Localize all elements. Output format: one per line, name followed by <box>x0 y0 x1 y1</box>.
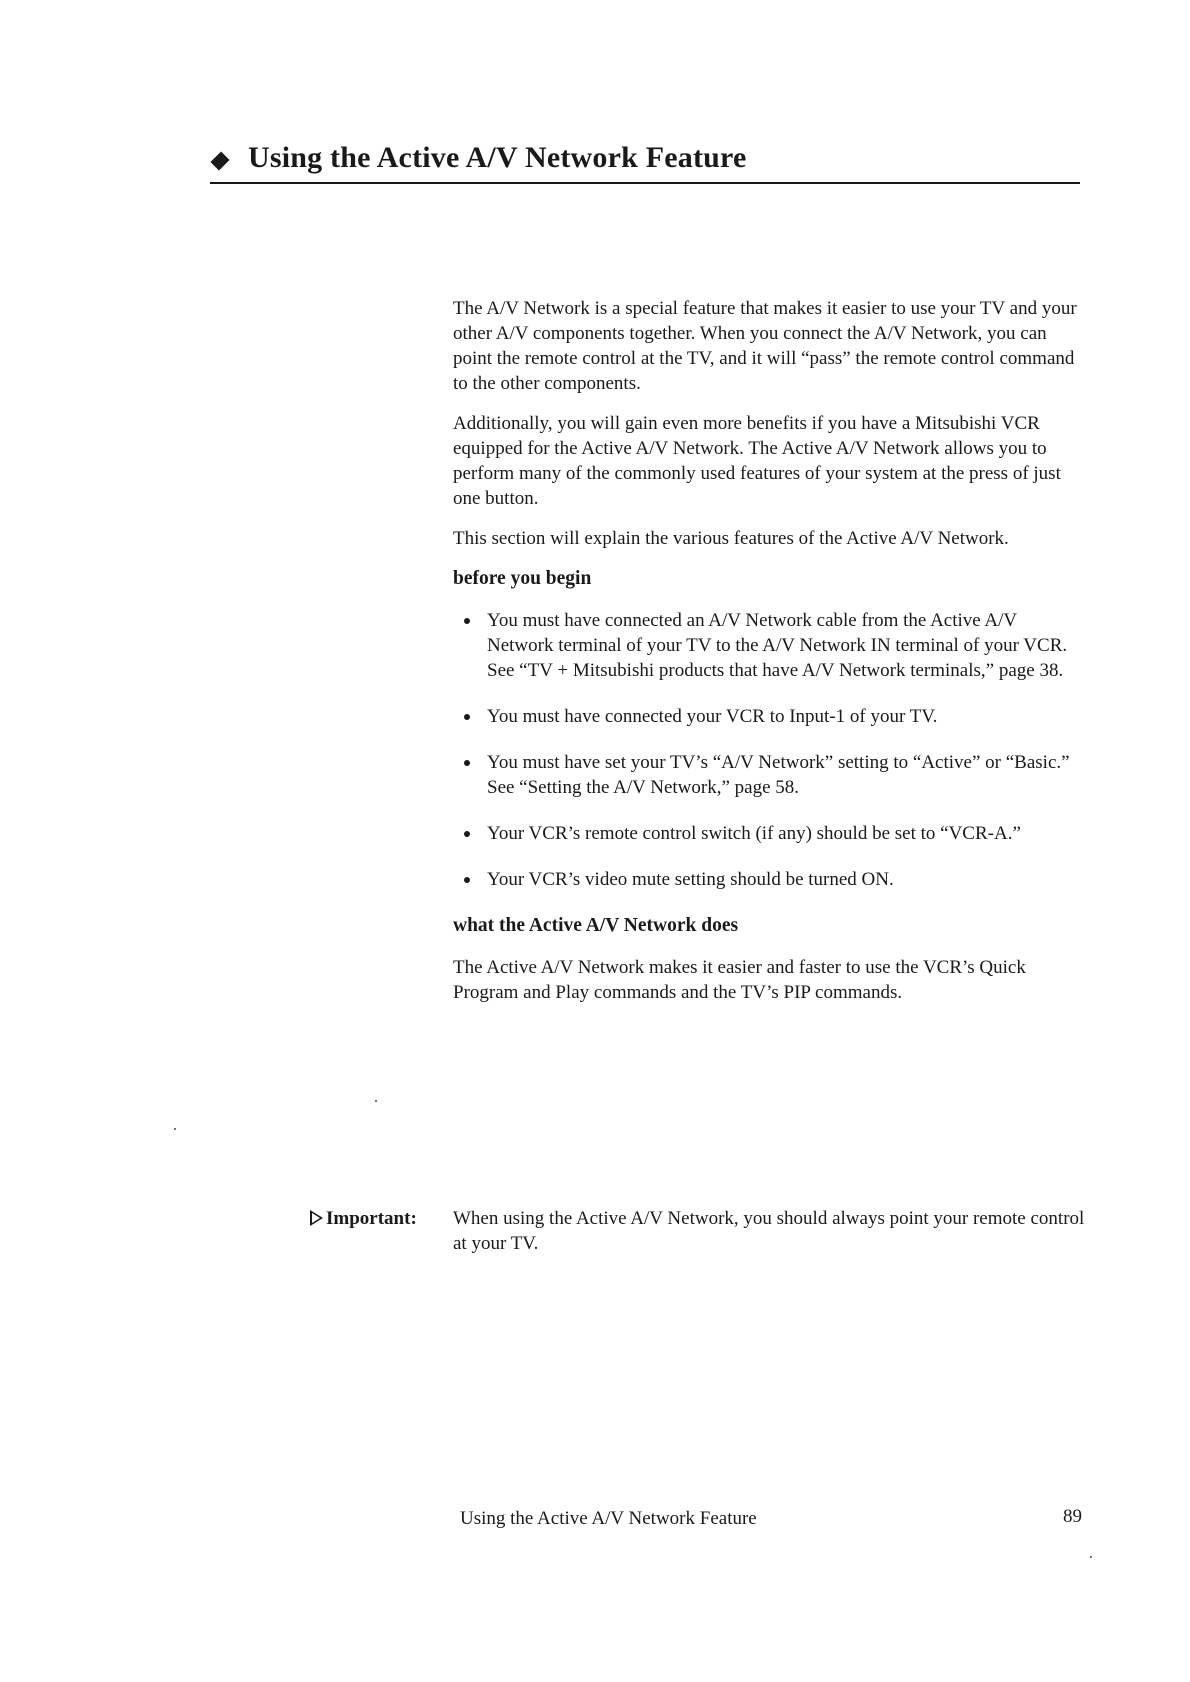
intro-paragraph-2: Additionally, you will gain even more benefits if you have a Mitsubishi VCR equipped for the Active A/V Network. The Active A/V Network allows you to perform many of the commonly used features of your system at the press of just one button. <box>453 413 1061 509</box>
list-item: You must have connected your VCR to Input-1 of your TV. <box>453 704 1088 729</box>
intro-paragraph-3: This section will explain the various features of the Active A/V Network. <box>453 528 1009 549</box>
page-title: Using the Active A/V Network Feature <box>248 141 747 174</box>
list-item: Your VCR’s remote control switch (if any) should be set to “VCR-A.” <box>453 821 1088 846</box>
scan-speck <box>174 1128 176 1130</box>
important-label-group <box>310 1206 446 1231</box>
diamond-bullet-icon <box>210 151 229 170</box>
body-column <box>453 296 1088 1020</box>
page-number: 89 <box>1063 1506 1082 1527</box>
intro-paragraph-1: The A/V Network is a special feature that makes it easier to use your TV and your other A/V components together. When you connect the A/V Network, you can point the remote control at the TV, and it will “pass” the remote control command to the other components. <box>453 298 1077 394</box>
footer-title: Using the Active A/V Network Feature <box>460 1508 757 1529</box>
what-it-does-heading: what the Active A/V Network does <box>453 915 739 936</box>
important-text: When using the Active A/V Network, you should always point your remote control at your TV. <box>453 1208 1085 1254</box>
important-label: Important: <box>326 1208 417 1229</box>
requirements-list <box>453 608 1088 892</box>
list-item: Your VCR’s video mute setting should be turned ON. <box>453 867 1088 892</box>
triangle-pointer-icon <box>310 1210 323 1226</box>
section-heading <box>210 138 1080 184</box>
list-item: You must have connected an A/V Network cable from the Active A/V Network terminal of your TV to the A/V Network IN terminal of your VCR. See “TV + Mitsubishi products that have A/V Network terminals,” page 38. <box>453 608 1088 683</box>
scan-speck <box>375 1100 377 1102</box>
what-it-does-paragraph: The Active A/V Network makes it easier and faster to use the VCR’s Quick Program and Play commands and the TV’s PIP commands. <box>453 957 1026 1003</box>
before-you-begin-heading: before you begin <box>453 568 592 589</box>
scan-speck <box>1090 1556 1092 1558</box>
list-item: You must have set your TV’s “A/V Network” setting to “Active” or “Basic.” See “Setting the A/V Network,” page 58. <box>453 750 1088 800</box>
